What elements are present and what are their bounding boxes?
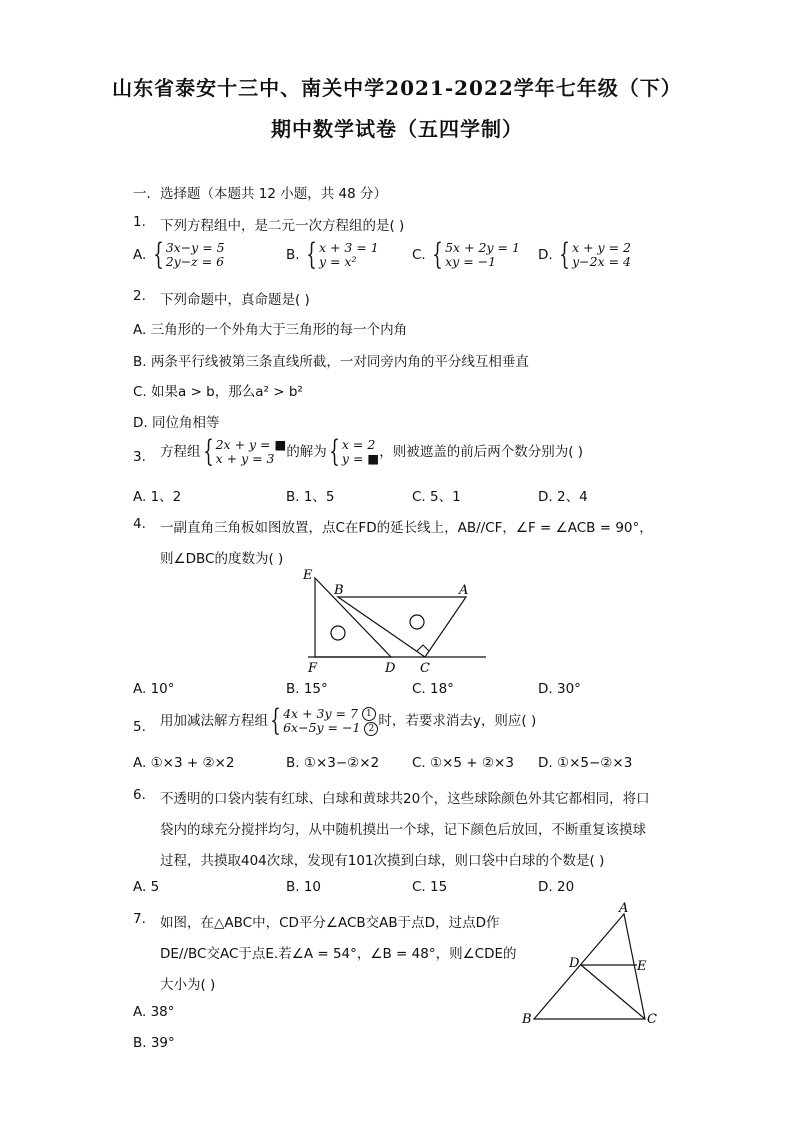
triangle-abc — [534, 914, 645, 1019]
q1-option-b[interactable]: B. { x + 3 = 1 y = x² — [286, 237, 379, 272]
section-heading: 一．选择题（本题共 12 小题，共 48 分） — [133, 186, 388, 202]
right-angle-mark — [417, 645, 429, 651]
q5-number: 5. — [133, 719, 146, 735]
exam-title-line1: 山东省泰安十三中、南关中学2021-2022学年七年级（下） — [112, 76, 682, 100]
q2-text: 下列命题中，真命题是( ) — [160, 292, 310, 308]
q6-text-line1: 不透明的口袋内装有红球、白球和黄球共20个，这些球除颜色外其它都相同，将口 — [160, 791, 650, 807]
q1-option-a[interactable]: A. { 3x−y = 5 2y−z = 6 — [133, 237, 225, 272]
ruler-hole-1 — [331, 626, 345, 640]
q2-number: 2. — [133, 288, 146, 304]
q3-number: 3. — [133, 449, 146, 465]
label-d: D — [385, 661, 396, 676]
q7-text-line2: DE//BC交AC于点E.若∠A = 54°，∠B = 48°，则∠CDE的 — [160, 946, 517, 962]
q6-text-line2: 袋内的球充分搅拌均匀，从中随机摸出一个球，记下颜色后放回，不断重复该摸球 — [160, 822, 646, 838]
triangle-efd — [315, 578, 391, 657]
q6-option-c[interactable]: C. 15 — [412, 879, 448, 895]
label-b: B — [522, 1012, 532, 1027]
q4-option-a[interactable]: A. 10° — [133, 681, 175, 697]
q4-number: 4. — [133, 516, 146, 532]
q4-text-line1: 一副直角三角板如图放置，点C在FD的延长线上，AB//CF，∠F = ∠ACB = 90°， — [160, 520, 653, 536]
q3-option-d[interactable]: D. 2、4 — [538, 489, 588, 505]
q5-option-c[interactable]: C. ①×5 + ②×3 — [412, 755, 514, 771]
q3-text: 方程组 { 2x + y = ■ x + y = 3 的解为 { x = 2 y = ■ ，则被遮盖的前后两个数分别为( ) — [160, 434, 584, 469]
q6-option-a[interactable]: A. 5 — [133, 879, 160, 895]
label-e: E — [637, 959, 647, 974]
q3-option-b[interactable]: B. 1、5 — [286, 489, 335, 505]
q5-option-d[interactable]: D. ①×5−②×3 — [538, 755, 633, 771]
label-c: C — [647, 1012, 657, 1027]
q7-number: 7. — [133, 911, 146, 927]
q2-option-a[interactable]: A. 三角形的一个外角大于三角形的每一个内角 — [133, 322, 408, 338]
label-d: D — [569, 956, 580, 971]
q1-option-c[interactable]: C. { 5x + 2y = 1 xy = −1 — [412, 237, 520, 272]
q4-option-c[interactable]: C. 18° — [412, 681, 454, 697]
q4-option-d[interactable]: D. 30° — [538, 681, 581, 697]
q4-figure — [298, 566, 490, 678]
ruler-hole-2 — [410, 615, 424, 629]
label-e: E — [303, 568, 313, 583]
q6-option-b[interactable]: B. 10 — [286, 879, 322, 895]
q6-text-line3: 过程，共摸取404次球，发现有101次摸到白球，则口袋中白球的个数是( ) — [160, 853, 605, 869]
q7-text-line3: 大小为( ) — [160, 977, 216, 993]
q1-option-d[interactable]: D. { x + y = 2 y−2x = 4 — [538, 237, 631, 272]
triangle-bac — [338, 597, 466, 657]
q6-option-d[interactable]: D. 20 — [538, 879, 575, 895]
q1-text: 下列方程组中，是二元一次方程组的是( ) — [160, 218, 405, 234]
q5-option-a[interactable]: A. ①×3 + ②×2 — [133, 755, 235, 771]
label-c: C — [420, 661, 430, 676]
label-a: A — [459, 583, 469, 598]
q2-option-d[interactable]: D. 同位角相等 — [133, 415, 220, 431]
q5-option-b[interactable]: B. ①×3−②×2 — [286, 755, 380, 771]
label-b: B — [334, 583, 344, 598]
q4-text-line2: 则∠DBC的度数为( ) — [160, 551, 284, 567]
q3-option-c[interactable]: C. 5、1 — [412, 489, 461, 505]
q5-text: 用加减法解方程组 { 4x + 3y = 7 1 6x−5y = −1 2 时，若要求消去y，则应( ) — [160, 703, 537, 738]
q3-option-a[interactable]: A. 1、2 — [133, 489, 182, 505]
q2-option-c[interactable]: C. 如果a > b，那么a² > b² — [133, 384, 303, 400]
q7-option-a[interactable]: A. 38° — [133, 1004, 175, 1020]
exam-title-line2: 期中数学试卷（五四学制） — [271, 117, 523, 141]
q7-figure — [515, 898, 665, 1033]
q2-option-b[interactable]: B. 两条平行线被第三条直线所截，一对同旁内角的平分线互相垂直 — [133, 354, 529, 370]
q1-number: 1. — [133, 214, 146, 230]
q6-number: 6. — [133, 787, 146, 803]
label-a: A — [619, 901, 629, 916]
q4-option-b[interactable]: B. 15° — [286, 681, 328, 697]
label-f: F — [308, 661, 318, 676]
q7-option-b[interactable]: B. 39° — [133, 1035, 175, 1051]
q7-text-line1: 如图，在△ABC中，CD平分∠ACB交AB于点D，过点D作 — [160, 915, 500, 931]
